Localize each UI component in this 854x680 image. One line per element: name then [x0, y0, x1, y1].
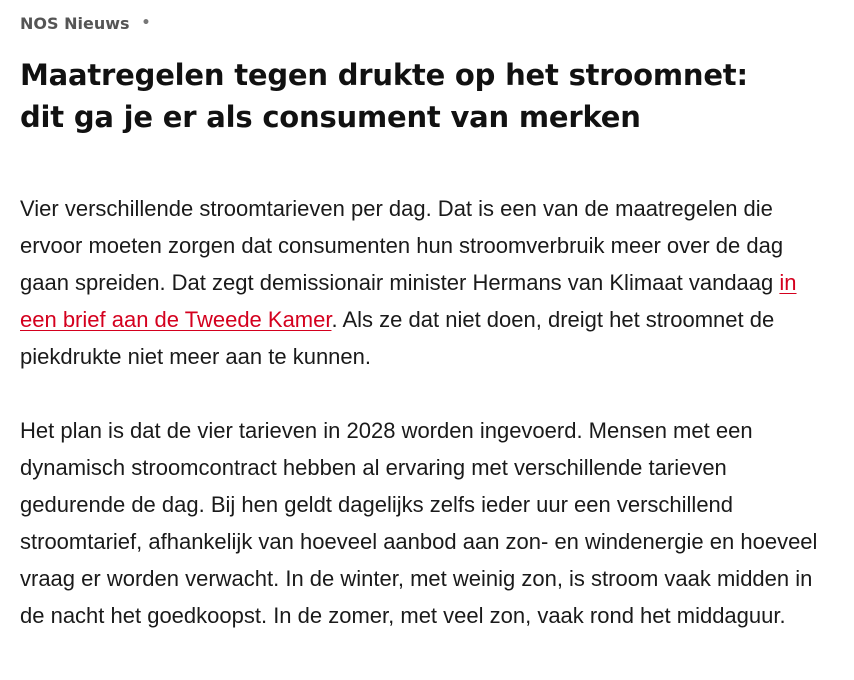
paragraph-2: Het plan is dat de vier tarieven in 2028 worden ingevoerd. Mensen met een dynamisch stroomcontract hebben al ervaring met verschillende tarieven gedurende de dag. Bij hen geldt dagelijks zelfs ieder uur een verschillend stroomtarief, afhankelijk van hoeveel aanbod aan zon- en windenergie en hoeveel vraag er worden verwacht. In de winter, met weinig zon, is stroom vaak midden in de nacht het goedkoopst. In de zomer, met veel zon, vaak rond het middaguur. [20, 418, 818, 628]
paragraph-1-text-end: . Als ze dat niet doen, dreigt het stroomnet de piekdrukte niet meer aan te kunnen. [20, 307, 775, 369]
article-body [20, 190, 820, 634]
paragraph-1 [20, 190, 820, 375]
article-meta [20, 12, 834, 34]
source-label[interactable]: NOS Nieuws [20, 13, 130, 33]
paragraph-1-text-start: Vier verschillende stroomtarieven per dag. Dat is een van de maatregelen die ervoor moeten zorgen dat consumenten hun stroomverbruik meer over de dag gaan spreiden. Dat zegt demissionair minister Hermans van Klimaat vandaag [20, 196, 784, 295]
article-title: Maatregelen tegen drukte op het stroomnet: dit ga je er als consument van merken [20, 58, 748, 134]
meta-separator: • [141, 15, 151, 31]
tweede-kamer-letter-link[interactable]: in een brief aan de Tweede Kamer [20, 270, 797, 332]
